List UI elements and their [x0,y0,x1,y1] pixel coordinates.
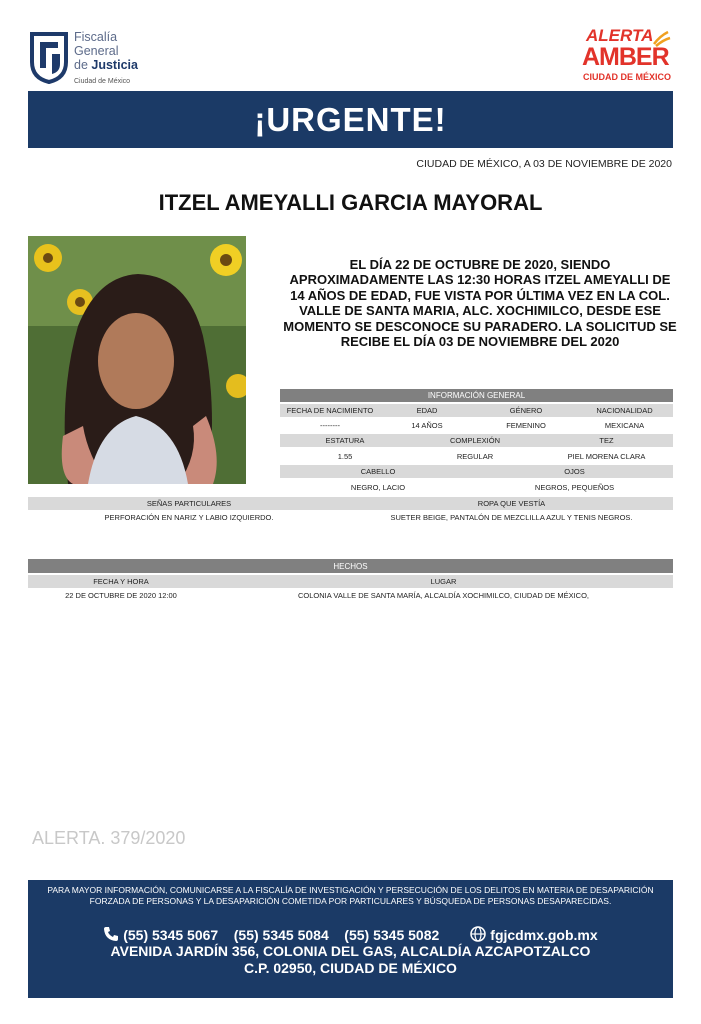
value-ropa: SUETER BEIGE, PANTALÓN DE MEZCLILLA AZUL Y TENIS NEGROS. [390,513,633,522]
amber-line3: CIUDAD DE MÉXICO [583,72,672,82]
hechos-row-values [28,589,673,602]
header-nacionalidad: NACIONALIDAD [596,406,653,415]
hechos-row-headers [28,575,673,588]
value-lugar: COLONIA VALLE DE SANTA MARÍA, ALCALDÍA XOCHIMILCO, CIUDAD DE MÉXICO, [297,591,590,600]
header-estatura: ESTATURA [325,436,365,445]
value-complexion: REGULAR [456,452,494,461]
value-senas: PERFORACIÓN EN NARIZ Y LABIO IZQUIERDO. [104,513,274,522]
info-row4-values [28,511,673,524]
fgj-logo [28,28,138,86]
footer-contact [28,880,673,998]
value-genero: FEMENINO [506,421,546,430]
info-row1-values [280,419,673,432]
info-row3-values [280,481,673,494]
header-genero: GÉNERO [509,406,543,415]
fgj-line1: Fiscalía [74,30,118,44]
value-fecha-nacimiento: -------- [320,421,340,430]
value-tez: PIEL MORENA CLARA [567,452,646,461]
portrait-image [28,236,246,484]
header-ojos: OJOS [564,467,585,476]
phone-3[interactable]: (55) 5345 5082 [344,927,440,943]
header-ropa: ROPA QUE VESTÍA [477,499,546,508]
info-row4-headers [28,497,673,510]
signal-wave-icon [650,26,672,48]
header-senas: SEÑAS PARTICULARES [146,499,232,508]
value-cabello: NEGRO, LACIO [350,483,406,492]
footer-notice: PARA MAYOR INFORMACIÓN, COMUNICARSE A LA FISCALÍA DE INVESTIGACIÓN Y PERSECUCIÓN DE LOS DELITOS EN MATERIA DE DESAPARICIÓN FORZADA DE PERSONAS Y LA DESAPARICIÓN COMETIDA POR PARTICULARES Y BÚSQUEDA DE PERSONAS DESAPARECIDAS. [47,885,654,906]
footer-address-2: C.P. 02950, CIUDAD DE MÉXICO [244,960,457,976]
fgj-line3-pre: de [74,58,92,72]
info-row3-headers [280,465,673,478]
phone-icon [103,926,119,942]
alerta-amber-logo [580,26,675,88]
missing-person-photo [28,236,246,484]
value-fecha-hora: 22 DE OCTUBRE DE 2020 12:00 [65,591,177,600]
footer-address-1: AVENIDA JARDÍN 356, COLONIA DEL GAS, ALCALDÍA AZCAPOTZALCO [110,943,591,959]
header-cabello: CABELLO [360,467,396,476]
header-edad: EDAD [416,406,438,415]
fgj-line2: General [74,44,119,58]
info-general-header: INFORMACIÓN GENERAL [280,389,673,402]
value-ojos: NEGROS, PEQUEÑOS [534,483,615,492]
footer-phones-row [28,926,673,943]
issue-date: CIUDAD DE MÉXICO, A 03 DE NOVIEMBRE DE 2020 [416,158,672,170]
value-estatura: 1.55 [337,452,353,461]
header-lugar: LUGAR [430,577,457,586]
header-fecha-nacimiento: FECHA DE NACIMIENTO [286,406,374,415]
info-row2-headers [280,434,673,447]
website-link[interactable]: fgjcdmx.gob.mx [490,927,598,943]
alert-number: ALERTA. 379/2020 [32,828,186,848]
fgj-name [74,30,138,89]
info-row2-values [280,450,673,463]
amber-line1: ALERTA [586,26,654,45]
urgent-banner: ¡URGENTE! [28,91,673,148]
missing-person-name: ITZEL AMEYALLI GARCIA MAYORAL [158,190,543,215]
header-tez: TEZ [599,436,614,445]
phone-2[interactable]: (55) 5345 5084 [233,927,329,943]
value-edad: 14 AÑOS [411,421,443,430]
fgj-sub: Ciudad de México [74,78,131,85]
phone-1[interactable]: (55) 5345 5067 [123,927,219,943]
value-nacionalidad: MEXICANA [604,421,645,430]
globe-icon [470,926,486,942]
info-row1-headers [280,404,673,417]
fgj-line3-bold: Justicia [91,58,138,72]
fgj-shield-icon [28,28,70,84]
header-complexion: COMPLEXIÓN [449,436,500,445]
hechos-header: HECHOS [28,559,673,573]
header-fecha-hora: FECHA Y HORA [93,577,149,586]
incident-description: EL DÍA 22 DE OCTUBRE DE 2020, SIENDO APROXIMADAMENTE LAS 12:30 HORAS ITZEL AMEYALLI DE 14 AÑOS DE EDAD, FUE VISTA POR ÚLTIMA VEZ EN LA COL. VALLE DE SANTA MARIA, ALC. XOCHIMILCO, DESDE ESE MOMENTO SE DESCONOCE SU PARADERO. LA SOLICITUD SE RECIBE EL DÍA 03 DE NOVIEMBRE DEL 2020 [283,257,677,350]
amber-line2: AMBER [582,43,669,71]
